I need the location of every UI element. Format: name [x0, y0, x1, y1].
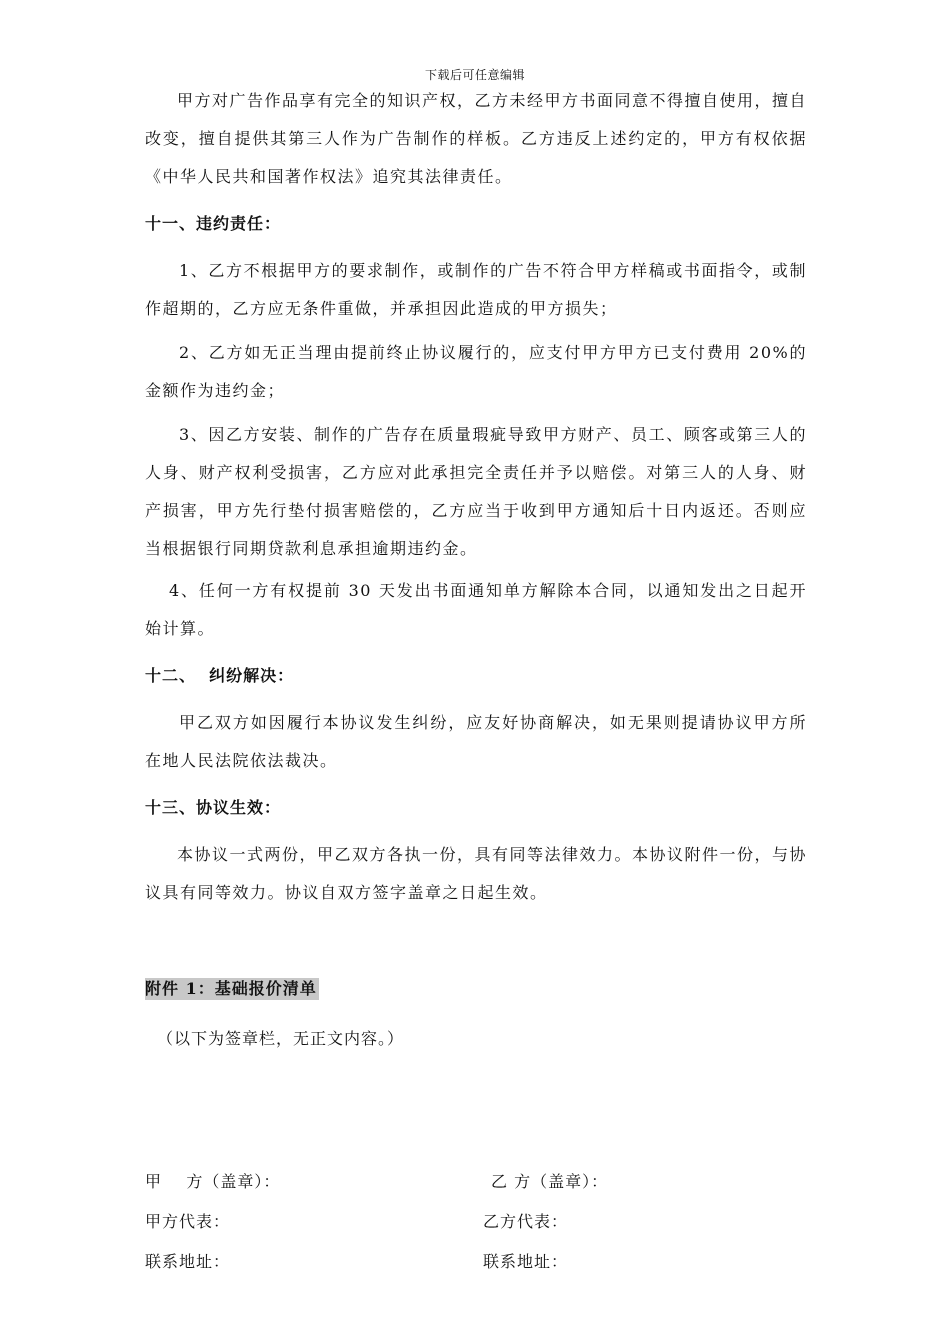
section-12-title: 十二、 纠纷解决：: [145, 666, 295, 685]
breach-item-3: 3、因乙方安装、制作的广告存在质量瑕疵导致甲方财产、员工、顾客或第三人的人身、财产权利受损害，乙方应对此承担完全责任并予以赔偿。对第三人的人身、财产损害，甲方先行垫付损害赔偿的，乙方应当于收到甲方通知后十日内返还。否则应当根据银行同期贷款利息承担逾期违约金。: [145, 425, 807, 558]
party-a-seal: 甲 方（盖章）：: [145, 1172, 281, 1191]
section-13-title: 十三、协议生效：: [145, 798, 282, 817]
signature-note: （以下为签章栏，无正文内容。）: [157, 1029, 405, 1048]
ip-clause-paragraph: 甲方对广告作品享有完全的知识产权，乙方未经甲方书面同意不得擅自使用，擅自改变，擅自提供其第三人作为广告制作的样板。乙方违反上述约定的，甲方有权依据《中华人民共和国著作权法》追究其法律责任。: [145, 91, 808, 186]
signature-row-seal: [145, 1162, 807, 1202]
signature-row-address: [145, 1242, 807, 1282]
party-b-rep: 乙方代表：: [483, 1212, 569, 1231]
effect-paragraph: 本协议一式两份，甲乙双方各执一份，具有同等法律效力。本协议附件一份，与协议具有同等效力。协议自双方签字盖章之日起生效。: [145, 845, 808, 902]
signature-row-rep: [145, 1202, 807, 1242]
document-body: [145, 82, 807, 1282]
party-b-address: 联系地址：: [483, 1252, 569, 1271]
breach-item-2: 2、乙方如无正当理由提前终止协议履行的，应支付甲方甲方已支付费用 20%的金额作为违约金；: [145, 343, 807, 400]
attachment-title: 附件 1：基础报价清单: [145, 979, 317, 998]
party-a-rep: 甲方代表：: [145, 1212, 231, 1231]
party-a-address: 联系地址：: [145, 1252, 231, 1271]
dispute-paragraph: 甲乙双方如因履行本协议发生纠纷，应友好协商解决，如无果则提请协议甲方所在地人民法院依法裁决。: [145, 713, 807, 770]
breach-item-1: 1、乙方不根据甲方的要求制作，或制作的广告不符合甲方样稿或书面指令，或制作超期的，乙方应无条件重做，并承担因此造成的甲方损失；: [145, 261, 807, 318]
breach-item-4: 4、任何一方有权提前 30 天发出书面通知单方解除本合同，以通知发出之日起开始计算。: [145, 581, 807, 638]
party-b-seal: 乙 方（盖章）：: [491, 1172, 609, 1191]
header-note: 下载后可任意编辑: [424, 68, 525, 82]
section-11-title: 十一、违约责任：: [145, 214, 282, 233]
